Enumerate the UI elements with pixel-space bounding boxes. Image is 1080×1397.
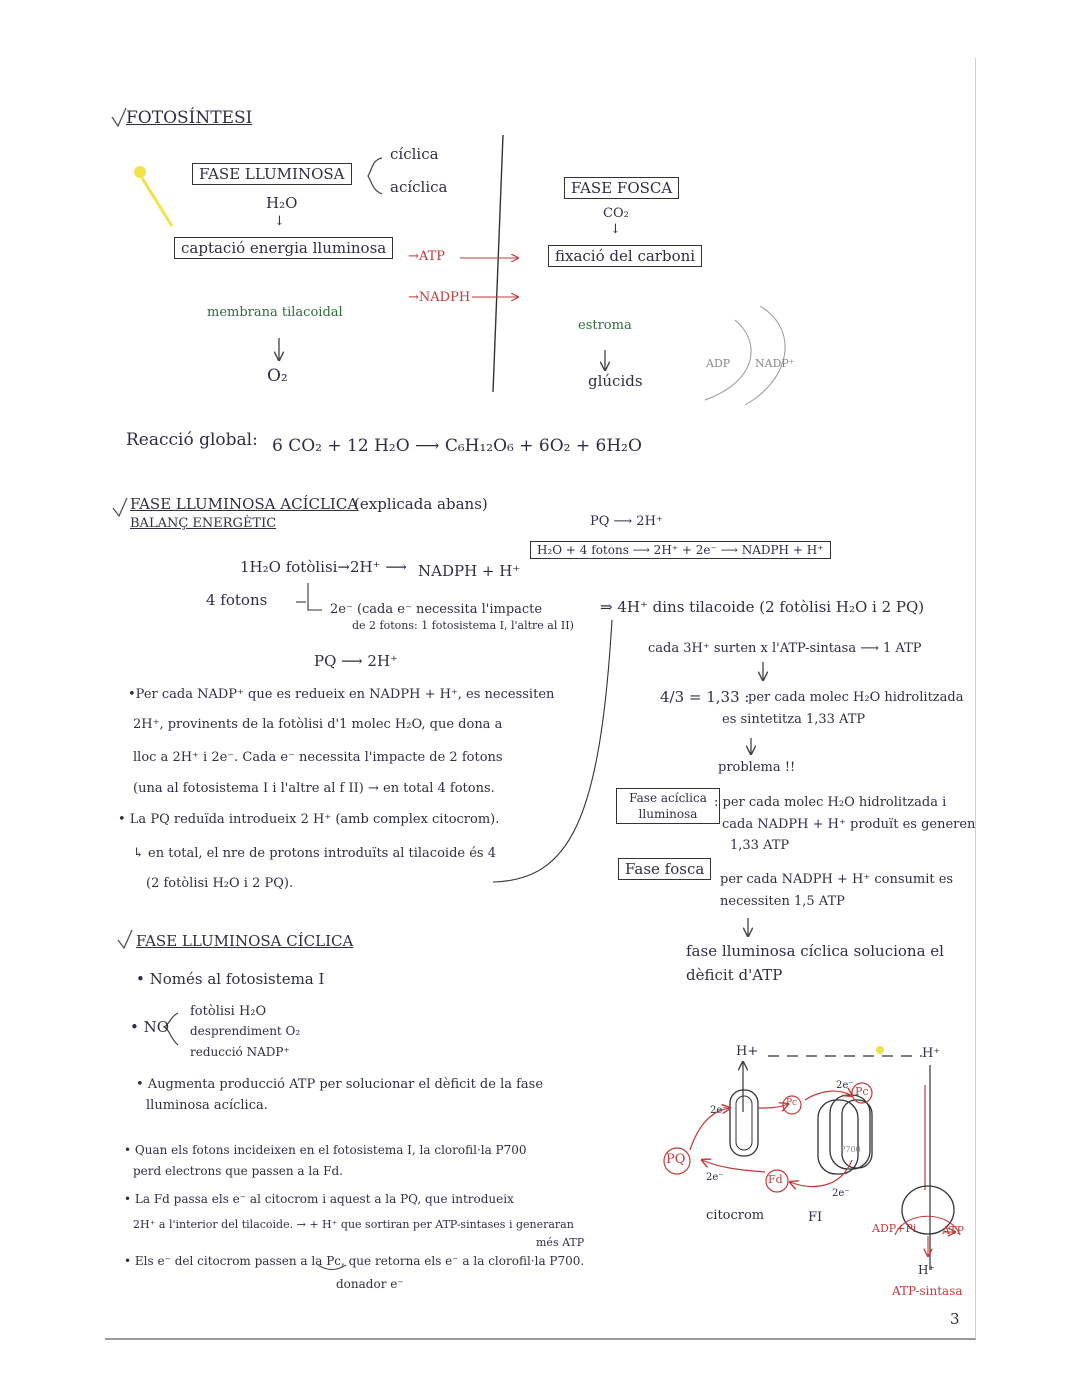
bullet-1-line-1: •Per cada NADP⁺ que es redueix en NADPH + H⁺, es necessiten — [128, 687, 555, 702]
brace — [368, 158, 382, 194]
problema-label: problema !! — [718, 760, 796, 775]
estroma-label: estroma — [578, 318, 632, 333]
right-line-5a: : per cada molec H₂O hidrolitzada i — [714, 795, 947, 810]
right-line-2: cada 3H⁺ surten x l'ATP-sintasa ⟶ 1 ATP — [648, 641, 922, 656]
e-label-c: 2e⁻ — [706, 1172, 724, 1183]
fotons-line: 4 fotons — [206, 591, 268, 609]
co2-label: CO₂ — [603, 206, 629, 221]
h-plus-bottom: H⁺ — [918, 1263, 935, 1277]
right-line-7b: dèficit d'ATP — [686, 966, 783, 984]
nadph-line: NADPH + H⁺ — [418, 562, 521, 580]
highlight-dot — [876, 1046, 884, 1054]
atp-label: ATP — [942, 1224, 965, 1237]
adp-pi-label: ADP+Pi — [872, 1222, 917, 1235]
o2-label: O₂ — [267, 366, 288, 386]
citocrom-shape — [730, 1090, 758, 1156]
ciclica-line-5a: • La Fd passa els e⁻ al citocrom i aquest a la PQ, que introdueix — [124, 1192, 514, 1206]
right-line-5b: cada NADPH + H⁺ produït es generen — [722, 817, 976, 832]
arrow-down-icon: ↓ — [274, 214, 285, 229]
fase-lluminosa-box: FASE LLUMINOSA — [192, 163, 352, 185]
pq-line: PQ ⟶ 2H⁺ — [314, 652, 398, 670]
glucids-label: glúcids — [588, 372, 643, 390]
bullet-1-line-3: lloc a 2H⁺ i 2e⁻. Cada e⁻ necessita l'impacte de 2 fotons — [133, 750, 503, 765]
fase-fosca-small-box: Fase fosca — [618, 858, 711, 880]
page-number: 3 — [950, 1310, 960, 1328]
reaccio-label: Reacció global: — [126, 430, 258, 450]
right-line-3b: per cada molec H₂O hidrolitzada — [748, 690, 964, 705]
fase-aciclica-box: Fase acíclica lluminosa — [616, 788, 720, 824]
citocrom-label: citocrom — [706, 1208, 765, 1223]
donador-label: donador e⁻ — [336, 1277, 404, 1291]
ciclica-line-5b: 2H⁺ a l'interior del tilacoide. → + H⁺ que sortiran per ATP-sintases i generaran — [133, 1218, 574, 1231]
bullet-2-line-3: (2 fotòlisi H₂O i 2 PQ). — [146, 876, 294, 891]
ciclica-line-6: • Els e⁻ del citocrom passen a la Pc, que retorna els e⁻ a la clorofil·la P700. — [124, 1254, 585, 1268]
fi-shape — [818, 1100, 858, 1174]
ciclica-no-3: reducció NADP⁺ — [190, 1045, 290, 1059]
e-label-a: 2e⁻ — [710, 1105, 728, 1116]
fixacio-box: fixació del carboni — [548, 245, 702, 267]
h-plus-left: H+ — [736, 1044, 759, 1059]
aciclica-heading: FASE LLUMINOSA ACÍCLICA — [130, 495, 359, 513]
ciclica-label: cíclica — [390, 145, 439, 163]
fd-label: Fd — [768, 1173, 783, 1186]
right-line-5c: 1,33 ATP — [730, 838, 790, 853]
fi-label: FI — [808, 1210, 823, 1225]
aciclica-label: acíclica — [390, 178, 448, 196]
arrow-down-icon: ↓ — [610, 222, 621, 237]
page-title: FOTOSÍNTESI — [126, 108, 253, 128]
bullet-1-line-2: 2H⁺, provinents de la fotòlisi d'1 molec H₂O, que dona a — [133, 717, 503, 732]
ciclica-no: • NO — [130, 1018, 170, 1036]
pq-box-top: PQ ⟶ 2H⁺ — [590, 514, 663, 529]
membrana-label: membrana tilacoidal — [207, 305, 343, 320]
adp-label: ADP — [706, 357, 731, 370]
atp-sintasa-label: ATP-sintasa — [892, 1284, 963, 1298]
balanc-heading: BALANÇ ENERGÈTIC — [130, 516, 277, 531]
e-label-d: 2e⁻ — [832, 1188, 850, 1199]
ciclica-line-3b: lluminosa acíclica. — [146, 1098, 268, 1113]
pc-label: Pc — [786, 1098, 798, 1108]
captacio-box: captació energia lluminosa — [174, 237, 393, 259]
bullet-2-line-1: • La PQ reduïda introdueix 2 H⁺ (amb complex citocrom). — [118, 812, 500, 827]
ciclica-no-2: desprendiment O₂ — [190, 1024, 301, 1038]
ciclica-no-1: fotòlisi H₂O — [190, 1004, 267, 1019]
check-mark-icon — [113, 498, 127, 516]
ciclica-line-4a: • Quan els fotons incideixen en el fotosistema I, la clorofil·la P700 — [124, 1143, 527, 1157]
equation-box: H₂O + 4 fotons ⟶ 2H⁺ + 2e⁻ ⟶ NADPH + H⁺ — [530, 541, 831, 559]
fase-fosca-box: FASE FOSCA — [564, 177, 679, 199]
two-e-line-b: de 2 fotons: 1 fotosistema I, l'altre al II) — [352, 619, 574, 632]
connector-curve — [493, 620, 612, 882]
bracket — [308, 583, 322, 610]
fi-shape — [830, 1095, 870, 1169]
right-line-3a: 4/3 = 1,33 : — [660, 688, 750, 706]
bullet-2-line-2: ↳ en total, el nre de protons introduïts al tilacoide és 4 — [133, 846, 496, 861]
h2o-label: H₂O — [266, 194, 298, 212]
pc-label-2: Pc — [855, 1085, 869, 1098]
nadph-label: →NADPH — [408, 290, 471, 305]
check-mark-icon — [112, 108, 126, 126]
nadp-label: NADP⁺ — [755, 357, 795, 370]
reaccio-equation: 6 CO₂ + 12 H₂O ⟶ C₆H₁₂O₆ + 6O₂ + 6H₂O — [272, 436, 642, 456]
check-mark-icon — [118, 930, 132, 948]
two-e-line: 2e⁻ (cada e⁻ necessita l'impacte — [330, 602, 543, 617]
fotolisi-line: 1H₂O fotòlisi→2H⁺ ⟶ — [240, 558, 407, 576]
highlight-arrow — [142, 178, 172, 226]
h-plus-right: H⁺ — [922, 1046, 941, 1061]
citocrom-shape — [736, 1096, 752, 1150]
ciclica-heading: FASE LLUMINOSA CÍCLICA — [136, 932, 354, 950]
right-line-6a: per cada NADPH + H⁺ consumit es — [720, 872, 954, 887]
right-line-7a: fase lluminosa cíclica soluciona el — [686, 942, 944, 960]
pq-label: PQ — [666, 1152, 686, 1167]
right-line-1: ⇒ 4H⁺ dins tilacoide (2 fotòlisi H₂O i 2 PQ) — [600, 598, 925, 616]
atp-label: →ATP — [408, 249, 446, 264]
e-label-b: 2e⁻ — [836, 1080, 854, 1091]
ciclica-line-3a: • Augmenta producció ATP per solucionar el dèficit de la fase — [136, 1077, 544, 1092]
ciclica-line-1: • Només al fotosistema I — [136, 970, 325, 988]
bullet-1-line-4: (una al fotosistema I i l'altre al f II) → en total 4 fotons. — [133, 781, 495, 796]
ciclica-line-4b: perd electrons que passen a la Fd. — [133, 1164, 343, 1178]
ciclica-line-5c: més ATP — [536, 1236, 585, 1249]
right-line-6b: necessiten 1,5 ATP — [720, 894, 845, 909]
divider-line — [493, 135, 503, 392]
highlight-dot — [134, 166, 146, 178]
aciclica-note: (explicada abans) — [354, 495, 488, 513]
right-line-3c: es sintetitza 1,33 ATP — [722, 712, 866, 727]
electron-loop — [702, 1160, 765, 1172]
p700-label: P700 — [840, 1145, 861, 1154]
